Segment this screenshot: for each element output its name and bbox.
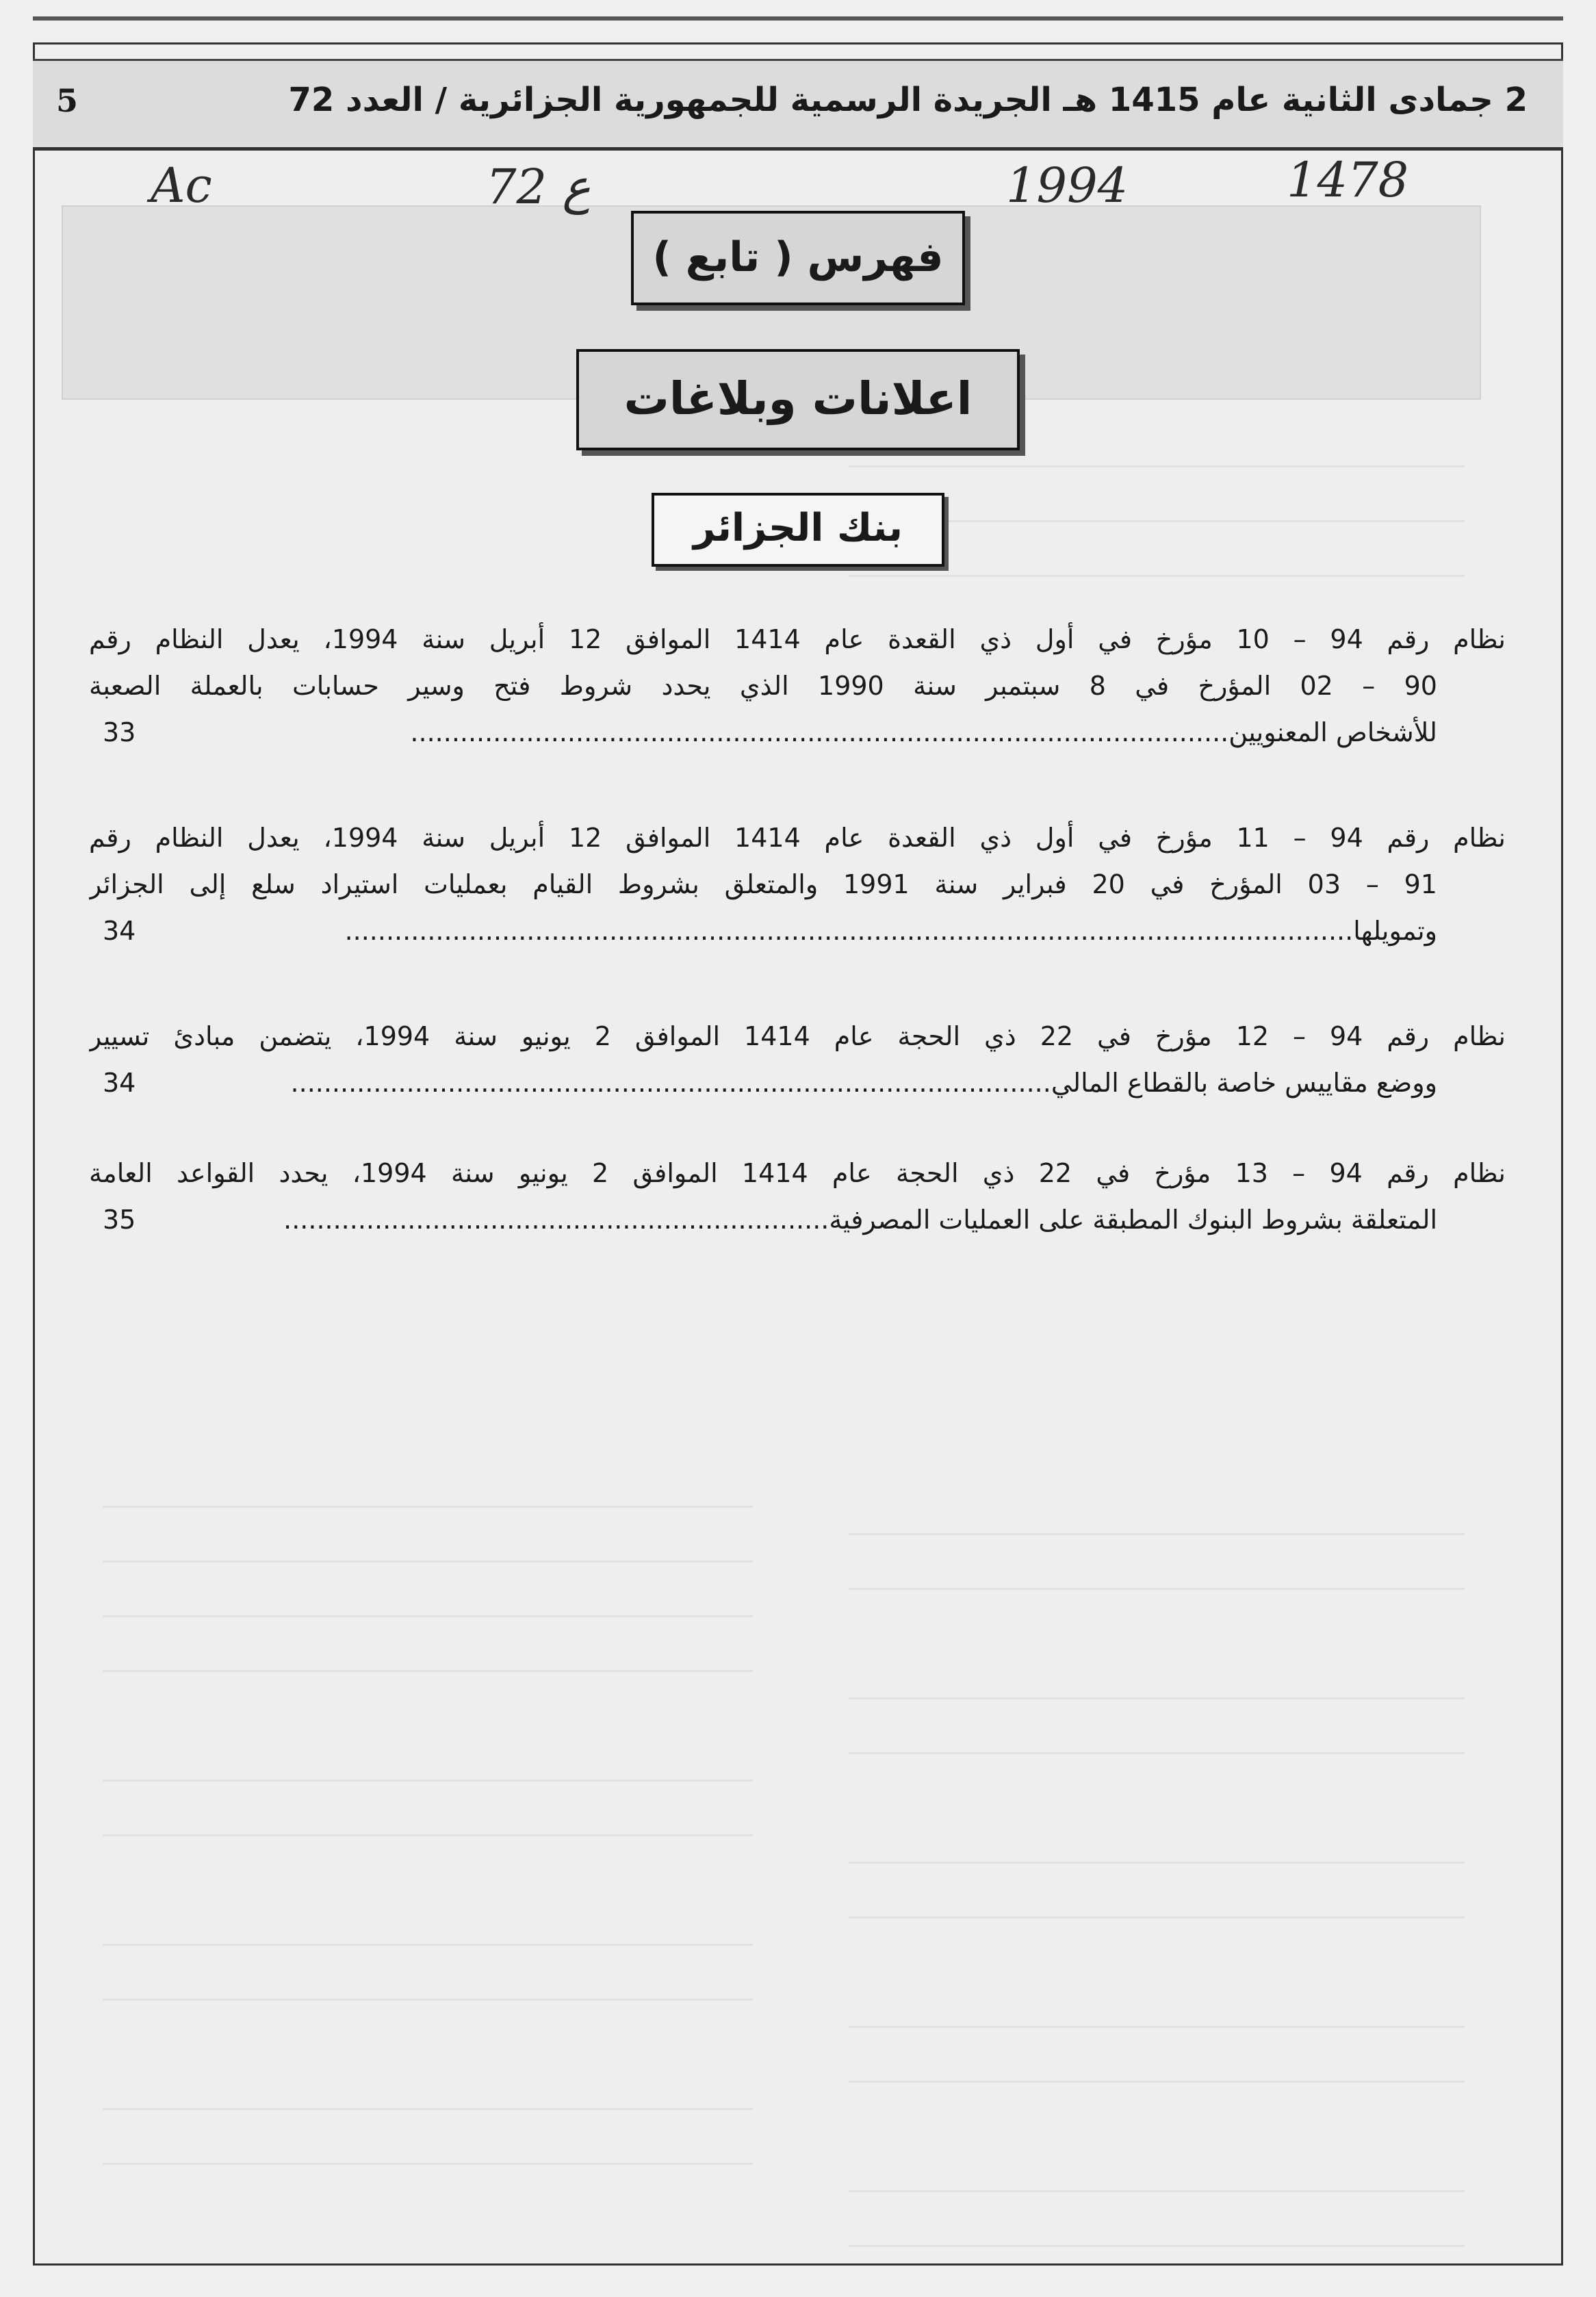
entry-line: نظام رقم 94 – 10 مؤرخ في أول ذي القعدة عام 1414 الموافق 12 أبريل سنة 1994، يعدل النظام رقم — [89, 624, 1506, 654]
handwritten-year: 1994 — [1006, 157, 1129, 214]
entry-line: نظام رقم 94 – 11 مؤرخ في أول ذي القعدة عام 1414 الموافق 12 أبريل سنة 1994، يعدل النظام رقم — [89, 823, 1506, 853]
entry-page-number: 34 — [103, 1068, 136, 1098]
entry-line: وتمويلها — [1353, 916, 1437, 946]
entry-page-number: 33 — [103, 717, 136, 747]
gazette-header-title: 2 جمادى الثانية عام 1415 هـ الجريدة الرسمية للجمهورية الجزائرية / العدد 72 — [288, 81, 1528, 119]
handwritten-note: 72 ع — [486, 159, 591, 215]
entry-last-line — [89, 709, 1506, 756]
entry-page-number: 35 — [103, 1205, 136, 1235]
entry-line: نظام رقم 94 – 13 مؤرخ في 22 ذي الحجة عام 1414 الموافق 2 يونيو سنة 1994، يحدد القواعد العامة — [89, 1158, 1506, 1188]
page-number: 5 — [56, 82, 79, 119]
entry-line: المتعلقة بشروط البنوك المطبقة على العمليات المصرفية — [829, 1205, 1437, 1235]
leader-dots: .................................................................. — [283, 1205, 829, 1235]
entry-last-line — [89, 1196, 1506, 1243]
entry-line: ووضع مقاييس خاصة بالقطاع المالي — [1051, 1068, 1437, 1098]
index-entry — [89, 616, 1506, 756]
bank-of-algeria-title: بنك الجزائر — [652, 493, 944, 567]
entry-last-line — [89, 908, 1506, 954]
leader-dots: ............................................................................................ — [290, 1068, 1051, 1098]
entry-line: 91 – 03 المؤرخ في 20 فبراير سنة 1991 والمتعلق بشروط القيام بعمليات استيراد سلع إلى الجزائر — [89, 869, 1437, 899]
leader-dots: .......................................................................................................................... — [344, 916, 1354, 946]
handwritten-note: Ac — [151, 157, 212, 214]
index-entry — [89, 1150, 1506, 1243]
entry-line: نظام رقم 94 – 12 مؤرخ في 22 ذي الحجة عام 1414 الموافق 2 يونيو سنة 1994، يتضمن مبادئ تسيير — [89, 1021, 1506, 1051]
entry-line: 90 – 02 المؤرخ في 8 سبتمبر سنة 1990 الذي يحدد شروط فتح وسير حسابات بالعملة الصعبة — [89, 671, 1437, 701]
announcements-title: اعلانات وبلاغات — [576, 349, 1020, 450]
index-entry — [89, 814, 1506, 954]
leader-dots: ................................................................................................... — [410, 717, 1229, 747]
index-entry — [89, 1013, 1506, 1106]
entry-last-line — [89, 1060, 1506, 1106]
index-continued-title: فهرس ( تابع ) — [631, 211, 965, 305]
top-rule — [33, 16, 1563, 21]
entry-page-number: 34 — [103, 916, 136, 946]
handwritten-number: 1478 — [1287, 152, 1409, 208]
entry-line: للأشخاص المعنويين — [1228, 717, 1437, 747]
